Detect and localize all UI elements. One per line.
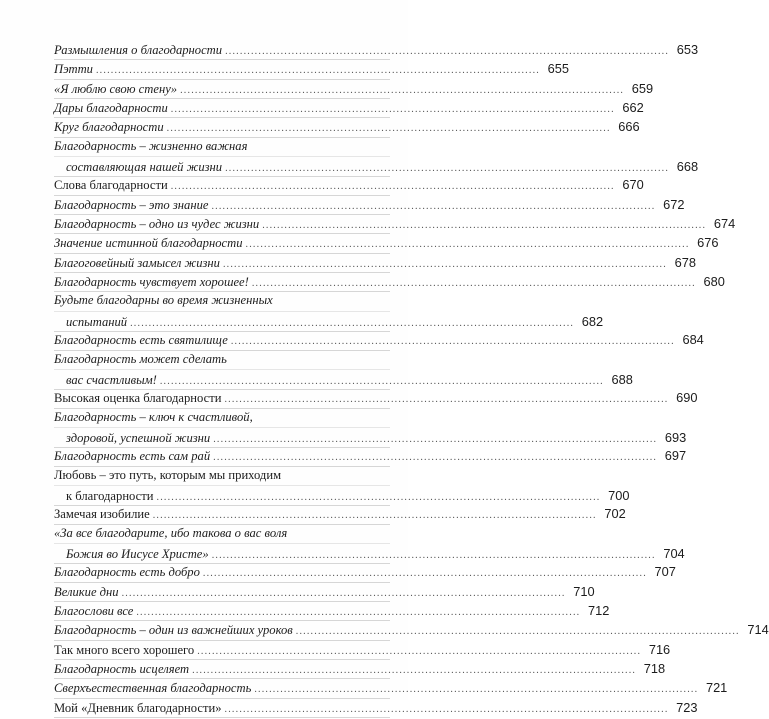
toc-page-number: 716 [648,641,671,657]
toc-entry-line [54,233,719,253]
toc-entry-title: Благодарность может сделать [54,351,227,366]
toc-entry [54,291,604,330]
toc-entry-title: Благодарность исцеляет [54,662,190,676]
toc-page-number: 680 [703,274,725,290]
toc-entry-line [54,659,666,679]
toc-entry-line [54,312,604,332]
toc-page-number: 670 [622,177,644,193]
toc-entry-line [54,698,698,718]
toc-page-number: 718 [643,661,666,676]
toc-page-number: 712 [587,602,610,618]
toc-entry-line [54,582,595,602]
toc-entry-title: Благодарность – жизненно важная [54,138,248,153]
toc-entry [54,79,654,98]
toc-page-number: 721 [705,680,728,696]
dot-leader: ........................................................................................................................ [202,568,647,580]
toc-entry-title: Слова благодарности [54,178,168,193]
toc-entry-line [54,388,698,408]
toc-page-number: 693 [664,429,687,445]
toc-entry-line [54,59,569,79]
toc-entry [54,214,736,233]
toc-entry [54,640,671,659]
toc-entry [54,659,666,678]
toc-entry [54,175,644,194]
toc-page-number: 659 [631,80,654,96]
toc-entry [54,272,725,291]
toc-entry [54,601,610,620]
toc-page-number: 700 [608,487,630,503]
toc-entry [54,98,644,117]
dot-leader: ........................................................................................................................ [213,433,658,445]
toc-entry-line [54,330,704,350]
toc-entry-line-wrapped [54,408,390,428]
toc-entry-title: Благоговейный замысел жизни [54,255,220,270]
toc-entry [54,59,569,78]
dot-leader: ........................................................................................................................ [152,510,597,522]
toc-page-number: 682 [581,313,604,329]
toc-entry-line [54,40,699,60]
toc-entry [54,504,626,523]
toc-page-number: 697 [664,448,687,464]
toc-entry-title: «За все благодарите, ибо такова о вас воля [54,525,288,540]
toc-page-number: 653 [676,42,699,57]
dot-leader: ........................................................................................................................ [262,220,707,232]
dot-leader: ........................................................................................................................ [136,606,581,618]
toc-entry-title: Будьте благодарны во время жизненных [54,293,273,308]
toc-entry-title: здоровой, успешной жизни [66,430,211,445]
toc-entry-title: Пэтти [54,62,93,77]
toc-entry-title: Благодарность есть сам рай [54,449,211,464]
toc-entry-title: Мой «Дневник благодарности» [54,700,222,715]
toc-entry [54,620,769,639]
toc-entry [54,678,728,697]
toc-entry-title: Так много всего хорошего [54,642,195,657]
toc-entry-title: Благодарность – одно из чудес жизни [54,217,260,232]
toc-entry-line [54,214,736,234]
dot-leader: ........................................................................................................................ [121,587,566,599]
dot-leader: ........................................................................................................................ [166,123,611,135]
toc-entry-line-wrapped [54,350,390,370]
toc-entry-line [54,620,769,640]
table-of-contents [54,40,769,717]
toc-page-number: 684 [682,332,704,348]
toc-page-number: 676 [697,235,719,251]
toc-entry-line [54,98,644,118]
toc-entry-line [54,446,687,466]
dot-leader: ........................................................................................................................ [211,549,656,561]
dot-leader: ........................................................................................................................ [245,239,690,251]
toc-entry-title: составляющая нашей жизни [66,160,223,175]
toc-entry-line-wrapped [54,524,390,544]
toc-entry [54,117,640,136]
toc-entry-line-wrapped [54,291,390,311]
toc-entry [54,408,687,447]
toc-page-number: 707 [654,564,676,580]
toc-entry-title: Божия во Иисусе Христе» [66,546,209,561]
dot-leader: ........................................................................................................................ [222,258,667,270]
toc-entry-title: Благодарность есть святилище [54,333,228,348]
dot-leader: ........................................................................................................................ [156,491,601,503]
toc-entry [54,195,685,214]
toc-entry-title: Благослови все [54,603,134,618]
toc-entry-title: Благодарность – это знание [54,197,209,212]
toc-entry [54,562,676,581]
toc-entry-title: Любовь – это путь, которым мы приходим [54,467,282,482]
toc-page-number: 672 [663,196,685,212]
dot-leader: ........................................................................................................................ [224,703,669,715]
toc-page-number: 690 [676,390,698,406]
toc-entry-line [54,117,640,137]
toc-entry-line [54,175,644,195]
toc-entry [54,253,696,272]
toc-entry-title: Сверхъестественная благодарность [54,681,252,696]
toc-page-number: 674 [713,216,736,232]
toc-entry-title: «Я люблю свою стену» [54,81,178,96]
toc-entry-title: Благодарность – один из важнейших уроков [54,623,293,638]
toc-entry-line [54,640,671,660]
toc-page-number: 723 [676,699,698,715]
toc-entry [54,524,685,563]
toc-page-number: 710 [573,583,595,599]
dot-leader: ........................................................................................................................ [197,645,642,657]
toc-entry-line [54,79,654,99]
toc-entry-line [54,678,728,698]
dot-leader: ........................................................................................................................ [251,278,696,290]
toc-page-number: 655 [547,61,569,77]
toc-entry [54,40,699,59]
toc-entry-title: Великие дни [54,584,119,599]
toc-entry-line-wrapped [54,466,390,486]
toc-page-number: 668 [676,159,699,175]
toc-page-number: 688 [611,371,633,387]
dot-leader: ........................................................................................................................ [254,684,699,696]
toc-entry-title: Высокая оценка благодарности [54,391,222,406]
toc-page-number: 666 [618,119,640,135]
dot-leader: ........................................................................................................................ [170,104,615,116]
dot-leader: ........................................................................................................................ [192,665,637,676]
toc-entry [54,466,630,505]
toc-entry [54,698,698,717]
toc-entry-line [54,157,699,177]
toc-entry-line [54,486,630,506]
toc-entry-line [54,195,685,215]
toc-entry [54,233,719,252]
toc-entry-title: Благодарность – ключ к счастливой, [54,409,253,424]
toc-entry-title: вас счастливым! [66,372,157,387]
toc-entry-line-wrapped [54,137,390,157]
toc-entry-line [54,370,633,390]
toc-entry-line [54,544,685,564]
toc-entry-line [54,253,696,273]
toc-entry-title: к благодарности [66,488,154,503]
dot-leader: ........................................................................................................................ [159,375,604,387]
toc-entry-title: Дары благодарности [54,101,168,116]
toc-page-number: 702 [604,506,626,522]
dot-leader: ........................................................................................................................ [225,163,670,175]
dot-leader: ........................................................................................................................ [225,46,670,57]
dot-leader: ........................................................................................................................ [213,452,658,464]
toc-page-number: 678 [674,254,696,270]
toc-entry [54,582,595,601]
dot-leader: ........................................................................................................................ [224,394,669,406]
toc-entry-title: Значение истинной благодарности [54,236,243,251]
toc-entry-line [54,562,676,582]
toc-page-number: 704 [663,545,685,561]
toc-entry [54,388,698,407]
toc-page-number: 714 [747,622,769,638]
toc-entry [54,137,699,176]
dot-leader: ........................................................................................................................ [230,336,675,348]
toc-entry [54,350,633,389]
toc-entry [54,330,704,349]
dot-leader: ........................................................................................................................ [130,317,575,329]
toc-entry-title: Замечая изобилие [54,507,150,522]
dot-leader: ........................................................................................................................ [170,181,615,193]
toc-entry [54,446,687,465]
toc-page-number: 662 [622,100,644,116]
dot-leader: ........................................................................................................................ [180,84,625,96]
toc-entry-title: Благодарность чувствует хорошее! [54,275,249,290]
toc-entry-title: Круг благодарности [54,120,164,135]
toc-entry-line [54,428,687,448]
toc-entry-line [54,601,610,621]
toc-entry-line [54,504,626,524]
toc-entry-line [54,272,725,292]
dot-leader: ........................................................................................................................ [95,65,540,77]
toc-entry-title: Размышления о благодарности [54,43,223,57]
toc-entry-title: Благодарность есть добро [54,565,200,580]
dot-leader: ........................................................................................................................ [211,200,656,212]
dot-leader: ........................................................................................................................ [295,626,740,638]
toc-entry-title: испытаний [66,314,128,329]
